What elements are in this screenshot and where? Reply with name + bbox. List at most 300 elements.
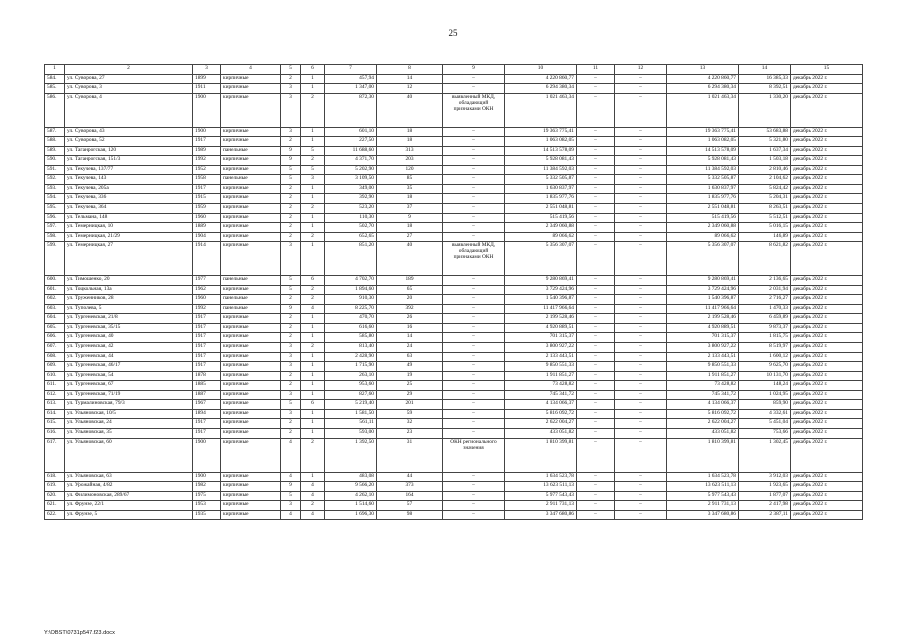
table-cell: – [577, 156, 615, 166]
table-cell: кирпичные [221, 510, 281, 520]
table-cell: ул. Таганрогская, 151/3 [65, 156, 193, 166]
table-row [45, 482, 863, 492]
housing-table [44, 64, 863, 520]
table-cell: – [615, 242, 667, 276]
table-cell: 2 133 443,51 [667, 352, 739, 362]
table-cell: – [615, 428, 667, 438]
table-cell: 1917 [193, 184, 221, 194]
table-cell: 35 [377, 184, 443, 194]
column-header: 9 [443, 65, 505, 75]
table-cell: – [577, 438, 615, 472]
table-cell: кирпичные [221, 74, 281, 84]
table-row [45, 323, 863, 333]
table-cell: 5 816 092,72 [505, 409, 577, 419]
table-cell: – [615, 213, 667, 223]
table-row [45, 232, 863, 242]
table-cell: 1 021 463,34 [505, 93, 577, 127]
table-cell: 1982 [193, 482, 221, 492]
table-cell: декабрь 2022 г. [791, 84, 863, 94]
table-cell: 5 356 307,07 [667, 242, 739, 276]
table-cell: 603. [45, 304, 65, 314]
table-cell: 4 920 889,51 [505, 323, 577, 333]
table-cell: кирпичные [221, 438, 281, 472]
table-cell: 9 [281, 482, 301, 492]
table-cell: 1899 [193, 74, 221, 84]
table-cell: 3 [281, 343, 301, 353]
table-cell: декабрь 2022 г. [791, 285, 863, 295]
table-cell: 1 [301, 390, 325, 400]
table-cell: декабрь 2022 г. [791, 438, 863, 472]
table-cell: – [443, 491, 505, 501]
table-cell: – [615, 204, 667, 214]
table-cell: 9 280 869,41 [667, 276, 739, 286]
table-cell: ул. Темерницкая, 27 [65, 242, 193, 276]
table-cell: – [615, 510, 667, 520]
table-cell: – [615, 482, 667, 492]
table-cell: 619. [45, 482, 65, 492]
table-cell: декабрь 2022 г. [791, 390, 863, 400]
table-row [45, 343, 863, 353]
table-cell: 392,90 [325, 194, 377, 204]
table-cell: кирпичные [221, 352, 281, 362]
table-cell: 53 683,88 [739, 127, 791, 137]
table-cell: 621. [45, 501, 65, 511]
table-row [45, 146, 863, 156]
table-cell: ул. Тимошенко, 20 [65, 276, 193, 286]
table-cell: ул. Филимоновская, 289/67 [65, 491, 193, 501]
table-cell: 1900 [193, 127, 221, 137]
table-cell: – [615, 93, 667, 127]
table-cell: 3 [281, 84, 301, 94]
table-cell: 1 630 837,97 [667, 184, 739, 194]
table-cell: – [615, 156, 667, 166]
table-cell: 2 551 048,81 [505, 204, 577, 214]
table-cell: ул. Суворова, 4 [65, 93, 193, 127]
table-cell: ул. Туполева, 5 [65, 304, 193, 314]
table-cell: 2 417,98 [739, 501, 791, 511]
table-cell: 5 [281, 165, 301, 175]
table-cell: 1911 [193, 84, 221, 94]
table-cell: – [615, 400, 667, 410]
column-header: 14 [739, 65, 791, 75]
table-cell: 2 [281, 323, 301, 333]
table-cell: ул. Тургеневская, 54 [65, 371, 193, 381]
table-cell: 110,30 [325, 213, 377, 223]
table-cell: 57 [377, 501, 443, 511]
table-cell: 2 104,62 [739, 175, 791, 185]
table-cell: декабрь 2022 г. [791, 156, 863, 166]
table-cell: панельные [221, 146, 281, 156]
table-cell: 1 715,90 [325, 362, 377, 372]
table-cell: – [577, 352, 615, 362]
table-cell: 587. [45, 127, 65, 137]
table-cell: – [577, 381, 615, 391]
table-cell: 2 911 731,13 [667, 501, 739, 511]
table-cell: 592. [45, 175, 65, 185]
table-row [45, 276, 863, 286]
table-cell: 2 716,27 [739, 295, 791, 305]
table-cell: 2 [301, 343, 325, 353]
table-cell: 9 280 869,41 [505, 276, 577, 286]
table-row [45, 333, 863, 343]
table-cell: 1917 [193, 333, 221, 343]
table-cell: 5 204,31 [739, 194, 791, 204]
table-cell: 1992 [193, 156, 221, 166]
table-cell: 25 [377, 381, 443, 391]
table-cell: 1 063 082,05 [667, 137, 739, 147]
table-cell: 2 622 004,27 [667, 419, 739, 429]
table-cell: панельные [221, 276, 281, 286]
table-cell: – [577, 184, 615, 194]
table-cell: 5 016,15 [739, 223, 791, 233]
table-cell: декабрь 2022 г. [791, 146, 863, 156]
table-cell: 5 [281, 276, 301, 286]
table-cell: декабрь 2022 г. [791, 204, 863, 214]
table-cell: ул. Суворова, 52 [65, 137, 193, 147]
table-cell: 4 371,70 [325, 156, 377, 166]
table-cell: – [443, 304, 505, 314]
table-cell: 3 800 927,22 [505, 343, 577, 353]
table-cell: ул. Тургеневская, 46/17 [65, 362, 193, 372]
table-cell: 1900 [193, 93, 221, 127]
table-cell: 1917 [193, 362, 221, 372]
table-row [45, 295, 863, 305]
table-cell: 14 513 578,09 [667, 146, 739, 156]
table-cell: 1 [301, 428, 325, 438]
table-cell: 1960 [193, 295, 221, 305]
table-cell: кирпичные [221, 362, 281, 372]
table-cell: 1 877,07 [739, 491, 791, 501]
table-cell: 1960 [193, 213, 221, 223]
table-cell: 9 [377, 213, 443, 223]
table-cell: декабрь 2022 г. [791, 194, 863, 204]
table-cell: 73 428,82 [505, 381, 577, 391]
table-cell: кирпичные [221, 127, 281, 137]
table-cell: декабрь 2022 г. [791, 323, 863, 333]
table-cell: – [577, 400, 615, 410]
table-cell: 1 347,00 [325, 84, 377, 94]
table-cell: 2 [281, 74, 301, 84]
table-cell: ул. Фрунзе, 22/1 [65, 501, 193, 511]
table-cell: 9 [281, 304, 301, 314]
table-cell: кирпичные [221, 213, 281, 223]
table-cell: 3 800 927,22 [667, 343, 739, 353]
table-cell: – [577, 304, 615, 314]
table-cell: 2 [281, 232, 301, 242]
table-row [45, 409, 863, 419]
table-cell: 1 835 977,76 [667, 194, 739, 204]
table-cell: декабрь 2022 г. [791, 352, 863, 362]
table-cell: ул. Турмалиновская, 79/3 [65, 400, 193, 410]
table-cell: 1917 [193, 419, 221, 429]
table-cell: – [577, 242, 615, 276]
table-cell: 8 519,97 [739, 343, 791, 353]
table-body [45, 74, 863, 520]
table-cell: 1967 [193, 400, 221, 410]
table-cell: – [615, 194, 667, 204]
table-cell: декабрь 2022 г. [791, 127, 863, 137]
table-cell: 1 835 977,76 [505, 194, 577, 204]
table-cell: 1 392,50 [325, 438, 377, 472]
table-cell: – [577, 204, 615, 214]
table-cell: 608. [45, 352, 65, 362]
table-cell: 601. [45, 285, 65, 295]
table-cell: – [577, 333, 615, 343]
table-cell: 5 512,51 [739, 213, 791, 223]
table-cell: 1 [301, 419, 325, 429]
table-cell: 827,60 [325, 390, 377, 400]
table-cell: – [577, 175, 615, 185]
table-cell: 502,70 [325, 223, 377, 233]
table-cell: 1 [301, 74, 325, 84]
table-cell: 11 384 592,03 [667, 165, 739, 175]
table-row [45, 184, 863, 194]
table-cell: кирпичные [221, 333, 281, 343]
table-cell: 604. [45, 314, 65, 324]
table-cell: 1 540 396,87 [505, 295, 577, 305]
table-cell: 9 566,20 [325, 482, 377, 492]
table-cell: декабрь 2022 г. [791, 314, 863, 324]
table-cell: декабрь 2022 г. [791, 295, 863, 305]
table-cell: – [615, 184, 667, 194]
table-cell: кирпичные [221, 84, 281, 94]
table-cell: 611. [45, 381, 65, 391]
table-cell: 2 [281, 213, 301, 223]
table-cell: 2 [281, 381, 301, 391]
table-cell: декабрь 2022 г. [791, 343, 863, 353]
table-cell: кирпичные [221, 491, 281, 501]
table-cell: – [615, 491, 667, 501]
table-cell: 1917 [193, 137, 221, 147]
table-cell: 3 [281, 242, 301, 276]
table-cell: ул. Ульяновская, 60 [65, 438, 193, 472]
table-cell: 1977 [193, 276, 221, 286]
table-cell: – [443, 232, 505, 242]
table-cell: – [615, 333, 667, 343]
table-cell: 11 417 966,64 [667, 304, 739, 314]
table-cell: кирпичные [221, 194, 281, 204]
table-cell: ул. Темерницкая, 10 [65, 223, 193, 233]
table-cell: 37 [377, 204, 443, 214]
table-cell: – [577, 93, 615, 127]
table-cell: 349,00 [325, 184, 377, 194]
table-cell: 1 [301, 242, 325, 276]
table-row [45, 510, 863, 520]
table-cell: – [443, 276, 505, 286]
table-cell: – [443, 419, 505, 429]
table-cell: 5 321,80 [739, 137, 791, 147]
table-cell: 85 [377, 175, 443, 185]
table-cell: 2 [301, 232, 325, 242]
table-cell: – [443, 285, 505, 295]
table-cell: 3 [281, 362, 301, 372]
table-cell: 2 [281, 194, 301, 204]
table-cell: 3 729 424,96 [505, 285, 577, 295]
table-cell: ул. Тельмана, 148 [65, 213, 193, 223]
table-cell: – [443, 137, 505, 147]
table-cell: – [615, 285, 667, 295]
table-cell: 589. [45, 146, 65, 156]
table-row [45, 242, 863, 276]
table-cell: – [615, 232, 667, 242]
table-row [45, 371, 863, 381]
table-cell: 1889 [193, 223, 221, 233]
table-cell: 49 [377, 362, 443, 372]
table-cell: 1 470,33 [739, 304, 791, 314]
table-cell: декабрь 2022 г. [791, 381, 863, 391]
table-cell: 1 [301, 333, 325, 343]
table-cell: – [443, 501, 505, 511]
table-cell: 5 [281, 400, 301, 410]
table-cell: декабрь 2022 г. [791, 232, 863, 242]
table-cell: 586. [45, 93, 65, 127]
table-cell: – [577, 165, 615, 175]
table-cell: 9 850 551,33 [505, 362, 577, 372]
table-cell: декабрь 2022 г. [791, 472, 863, 482]
table-cell: ул. Текучева, 143 [65, 175, 193, 185]
table-cell: 1 [301, 213, 325, 223]
table-cell: декабрь 2022 г. [791, 213, 863, 223]
table-cell: – [615, 343, 667, 353]
table-cell: – [577, 285, 615, 295]
table-cell: декабрь 2022 г. [791, 409, 863, 419]
table-cell: 3 [301, 175, 325, 185]
table-cell: 4 332,61 [739, 409, 791, 419]
table-cell: 3 [281, 127, 301, 137]
table-cell: кирпичные [221, 314, 281, 324]
table-cell: 1 [301, 84, 325, 94]
table-cell: 1 [301, 362, 325, 372]
table-cell: – [577, 428, 615, 438]
table-cell: 4 262,10 [325, 491, 377, 501]
table-cell: 1 [301, 127, 325, 137]
table-cell: 616,60 [325, 323, 377, 333]
table-cell: 227,50 [325, 137, 377, 147]
table-cell: 5 451,04 [739, 419, 791, 429]
table-cell: декабрь 2022 г. [791, 276, 863, 286]
table-cell: – [443, 333, 505, 343]
table-cell: 392 [377, 304, 443, 314]
table-cell: – [443, 314, 505, 324]
table-cell: – [615, 165, 667, 175]
table-cell: – [615, 137, 667, 147]
table-cell: 6 [301, 276, 325, 286]
table-row [45, 304, 863, 314]
table-cell: – [443, 84, 505, 94]
table-cell: – [615, 223, 667, 233]
table-cell: 1959 [193, 204, 221, 214]
table-cell: 3 347 680,86 [667, 510, 739, 520]
column-header: 5 [281, 65, 301, 75]
table-row [45, 362, 863, 372]
table-cell: 3 [281, 390, 301, 400]
table-cell: 1 302,45 [739, 438, 791, 472]
table-cell: 2 031,94 [739, 285, 791, 295]
table-cell: 607. [45, 343, 65, 353]
table-cell: 4 134 066,37 [667, 400, 739, 410]
table-cell: кирпичные [221, 343, 281, 353]
table-cell: 1 634 523,78 [667, 472, 739, 482]
table-cell: 2 [281, 333, 301, 343]
table-cell: – [577, 323, 615, 333]
table-cell: 4 134 066,37 [505, 400, 577, 410]
table-cell: 2 [301, 295, 325, 305]
table-cell: 1952 [193, 165, 221, 175]
table-cell: ул. Тоцкольная, 13а [65, 285, 193, 295]
table-cell: – [443, 295, 505, 305]
table-header [45, 65, 863, 75]
table-cell: 591. [45, 165, 65, 175]
table-cell: 1 [301, 352, 325, 362]
table-cell: 4 [281, 472, 301, 482]
table-cell: 1914 [193, 242, 221, 276]
table-cell: 2 349 060,88 [505, 223, 577, 233]
table-cell: 2 622 004,27 [505, 419, 577, 429]
table-cell: 1 [301, 323, 325, 333]
table-cell: 19 363 775,41 [667, 127, 739, 137]
table-cell: 1 [301, 194, 325, 204]
table-cell: 620. [45, 491, 65, 501]
table-cell: – [443, 343, 505, 353]
table-cell: декабрь 2022 г. [791, 137, 863, 147]
table-cell: 859,90 [739, 400, 791, 410]
table-cell: 1900 [193, 472, 221, 482]
table-cell: 1917 [193, 428, 221, 438]
table-cell: 594. [45, 194, 65, 204]
table-cell: 470,70 [325, 314, 377, 324]
table-cell: 146,89 [739, 232, 791, 242]
table-cell: 595. [45, 204, 65, 214]
table-cell: ул. Тургеневская, 35/15 [65, 323, 193, 333]
table-cell: – [443, 381, 505, 391]
table-cell: ул. Тургеневская, 71/19 [65, 390, 193, 400]
table-cell: 6 294 380,34 [667, 84, 739, 94]
table-cell: – [443, 223, 505, 233]
table-cell: 4 220 860,77 [505, 74, 577, 84]
table-cell: – [443, 362, 505, 372]
table-cell: декабрь 2022 г. [791, 400, 863, 410]
table-cell: 753,66 [739, 428, 791, 438]
table-cell: 148,24 [739, 381, 791, 391]
table-cell: 4 220 860,77 [667, 74, 739, 84]
table-cell: 1 634 523,78 [505, 472, 577, 482]
table-row [45, 127, 863, 137]
table-cell: 5 [301, 146, 325, 156]
table-cell: 701 315,37 [667, 333, 739, 343]
table-cell: декабрь 2022 г. [791, 242, 863, 276]
table-cell: 19 363 775,41 [505, 127, 577, 137]
table-cell: 5 219,40 [325, 400, 377, 410]
table-cell: 601,10 [325, 127, 377, 137]
table-cell: 2 199 528,46 [505, 314, 577, 324]
table-cell: 13 623 511,13 [667, 482, 739, 492]
table-cell: 11 688,60 [325, 146, 377, 156]
table-cell: кирпичные [221, 232, 281, 242]
table-row [45, 74, 863, 84]
table-cell: 622. [45, 510, 65, 520]
table-cell: 2 428,90 [325, 352, 377, 362]
table-row [45, 381, 863, 391]
table-cell: – [615, 314, 667, 324]
table-cell: 2 349 060,88 [667, 223, 739, 233]
column-header: 2 [65, 65, 193, 75]
table-cell: 5 332 505,87 [505, 175, 577, 185]
table-cell: 189 [377, 276, 443, 286]
table-row [45, 194, 863, 204]
table-cell: 3 729 424,96 [667, 285, 739, 295]
header-row [45, 65, 863, 75]
table-cell: 1 503,18 [739, 156, 791, 166]
